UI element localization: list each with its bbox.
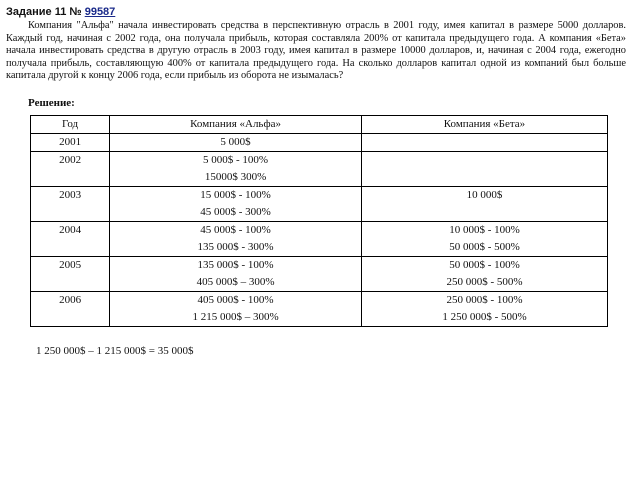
year-cell: 2005 bbox=[31, 256, 110, 291]
alpha-line: 5 000$ - 100% bbox=[203, 153, 269, 166]
table-row bbox=[31, 221, 608, 256]
year-cell: 2001 bbox=[31, 133, 110, 151]
beta-cell bbox=[361, 151, 607, 186]
alpha-line: 15000$ 300% bbox=[204, 170, 267, 183]
beta-cell bbox=[361, 133, 607, 151]
table-row bbox=[31, 256, 608, 291]
task-text: Компания "Альфа" начала инвестировать средства в перспективную отрасль в 2001 году, имея капитал в размере 5000 долларов. Каждый год, начиная с 2002 года, она получала прибыль, которая составляла 200% от капитала предыдущего года. А компания «Бета» начала инвестировать средства в другую отрасль в 2003 году, имея капитал в размере 10000 долларов, и, начиная с 2004 года, ежегодно получала прибыль, составляющую 400% от капитала предыдущего года. На сколько долларов капитал одной из компаний был больше капитала другой к концу 2006 года, если прибыль из оборота не изымалась? bbox=[6, 20, 626, 82]
beta-line: 250 000$ - 500% bbox=[446, 275, 523, 288]
alpha-cell bbox=[110, 133, 362, 151]
alpha-line: 45 000$ - 100% bbox=[200, 223, 271, 236]
alpha-line: 1 215 000$ – 300% bbox=[192, 310, 279, 323]
alpha-cell bbox=[110, 151, 362, 186]
table-row bbox=[31, 133, 608, 151]
beta-line: 10 000$ bbox=[466, 188, 503, 201]
year-cell: 2002 bbox=[31, 151, 110, 186]
alpha-line: 45 000$ - 300% bbox=[200, 205, 271, 218]
table-header-row bbox=[31, 115, 608, 133]
task-header bbox=[6, 6, 634, 18]
answer-line: 1 250 000$ – 1 215 000$ = 35 000$ bbox=[36, 344, 194, 357]
alpha-line: 5 000$ bbox=[220, 135, 251, 148]
alpha-line: 135 000$ - 300% bbox=[197, 240, 274, 253]
page bbox=[6, 6, 634, 357]
beta-cell bbox=[361, 256, 607, 291]
beta-cell bbox=[361, 291, 607, 326]
table-row bbox=[31, 186, 608, 221]
task-number-link[interactable]: 99587 bbox=[84, 6, 116, 18]
alpha-cell bbox=[110, 186, 362, 221]
table-row bbox=[31, 291, 608, 326]
beta-line: 50 000$ - 500% bbox=[449, 240, 520, 253]
header-beta: Компания «Бета» bbox=[361, 115, 607, 133]
beta-line: 10 000$ - 100% bbox=[449, 223, 520, 236]
table-row bbox=[31, 151, 608, 186]
alpha-line: 15 000$ - 100% bbox=[200, 188, 271, 201]
beta-line: 1 250 000$ - 500% bbox=[442, 310, 527, 323]
year-cell: 2003 bbox=[31, 186, 110, 221]
beta-line: 50 000$ - 100% bbox=[449, 258, 520, 271]
alpha-line: 135 000$ - 100% bbox=[197, 258, 274, 271]
header-alpha: Компания «Альфа» bbox=[110, 115, 362, 133]
year-cell: 2004 bbox=[31, 221, 110, 256]
alpha-line: 405 000$ – 300% bbox=[196, 275, 275, 288]
alpha-cell bbox=[110, 291, 362, 326]
alpha-cell bbox=[110, 256, 362, 291]
beta-cell bbox=[361, 186, 607, 221]
task-label: Задание 11 № bbox=[6, 6, 82, 18]
solution-table bbox=[30, 115, 608, 327]
alpha-line: 405 000$ - 100% bbox=[197, 293, 274, 306]
year-cell: 2006 bbox=[31, 291, 110, 326]
solution-label: Решение: bbox=[28, 96, 75, 109]
header-year: Год bbox=[31, 115, 110, 133]
alpha-cell bbox=[110, 221, 362, 256]
beta-cell bbox=[361, 221, 607, 256]
beta-line: 250 000$ - 100% bbox=[446, 293, 523, 306]
